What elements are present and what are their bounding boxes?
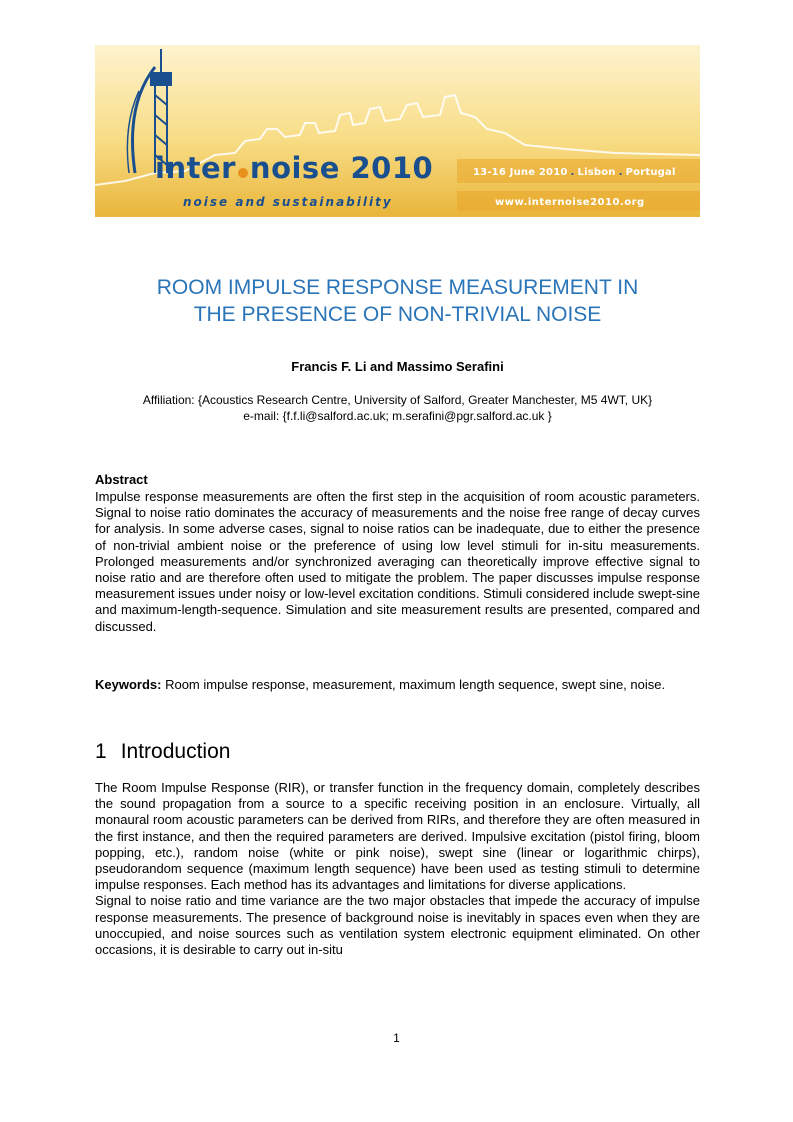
paper-title: [95, 274, 700, 328]
banner-url[interactable]: www.internoise2010.org: [495, 197, 645, 208]
section-number: 1: [95, 740, 107, 763]
abstract-text: Impulse response measurements are often the first step in the acquisition of room acoustic parameters. Signal to noise ratio dominates the accuracy of measurements and the noise free range of decay curves for analysis. In some adverse cases, signal to noise ratios can be inadequate, due to either the presence of non-trivial ambient noise or the preference of using low level stimuli for in-situ measurements. Prolonged measurements and/or synchronized averaging can theoretically improve effective signal to noise ratio and are therefore often used to mitigate the problem. The paper discusses impulse response measurement issues under noisy or low-level excitation conditions. Stimuli considered include swept-sine and maximum-length-sequence. Simulation and site measurement results are presented, compared and discussed.: [95, 489, 700, 634]
page-number: 1: [393, 1031, 400, 1045]
authors: Francis F. Li and Massimo Serafini: [291, 359, 504, 374]
affiliation: Affiliation: {Acoustics Research Centre, University of Salford, Greater Manchester, M5 4WT, UK}: [142, 393, 653, 407]
banner-dates: 13-16 June 2010 . Lisbon . Portugal: [473, 167, 676, 178]
keywords-text: Room impulse response, measurement, maximum length sequence, swept sine, noise.: [161, 677, 666, 692]
section-title: Introduction: [120, 740, 231, 763]
email: e-mail: {f.f.li@salford.ac.uk; m.serafini@pgr.salford.ac.uk }: [243, 409, 552, 423]
conference-banner: [95, 45, 700, 217]
banner-subtitle: noise and sustainability: [183, 195, 393, 209]
section-heading-introduction: [95, 740, 230, 764]
introduction-body: [95, 780, 700, 958]
affiliation-block: [95, 392, 700, 424]
banner-title: inter noise 2010: [155, 151, 434, 185]
banner-dot-icon: [238, 168, 248, 178]
intro-paragraph-1: The Room Impulse Response (RIR), or transfer function in the frequency domain, completely describes the sound propagation from a source to a specific receiving position in an enclosure. Virtually, all monaural room acoustic parameters can be derived from RIRs, and therefore they are often measured in the first instance, and then the required parameters are derived. Impulsive excitation (pistol firing, bloom popping, etc.), random noise (white or pink noise), swept sine (linear or logarithmic chirps), pseudorandom sequence (maximum length sequence) have been used as testing stimuli to determine impulse responses. Each method has its advantages and limitations for diverse applications.: [95, 780, 700, 893]
keywords: [95, 677, 700, 693]
title-line-1: ROOM IMPULSE RESPONSE MEASUREMENT IN: [156, 276, 639, 299]
keywords-label: Keywords:: [95, 677, 162, 692]
banner-artwork: [95, 45, 700, 217]
title-line-2: THE PRESENCE OF NON-TRIVIAL NOISE: [193, 303, 602, 326]
abstract-heading: Abstract: [95, 472, 148, 487]
intro-paragraph-2: Signal to noise ratio and time variance are the two major obstacles that impede the accuracy of impulse response measurements. The presence of background noise is inevitably in spaces even when they are unoccupied, and noise sources such as ventilation system electronic equipment eliminated. On other occasions, it is desirable to carry out in-situ: [95, 893, 700, 958]
